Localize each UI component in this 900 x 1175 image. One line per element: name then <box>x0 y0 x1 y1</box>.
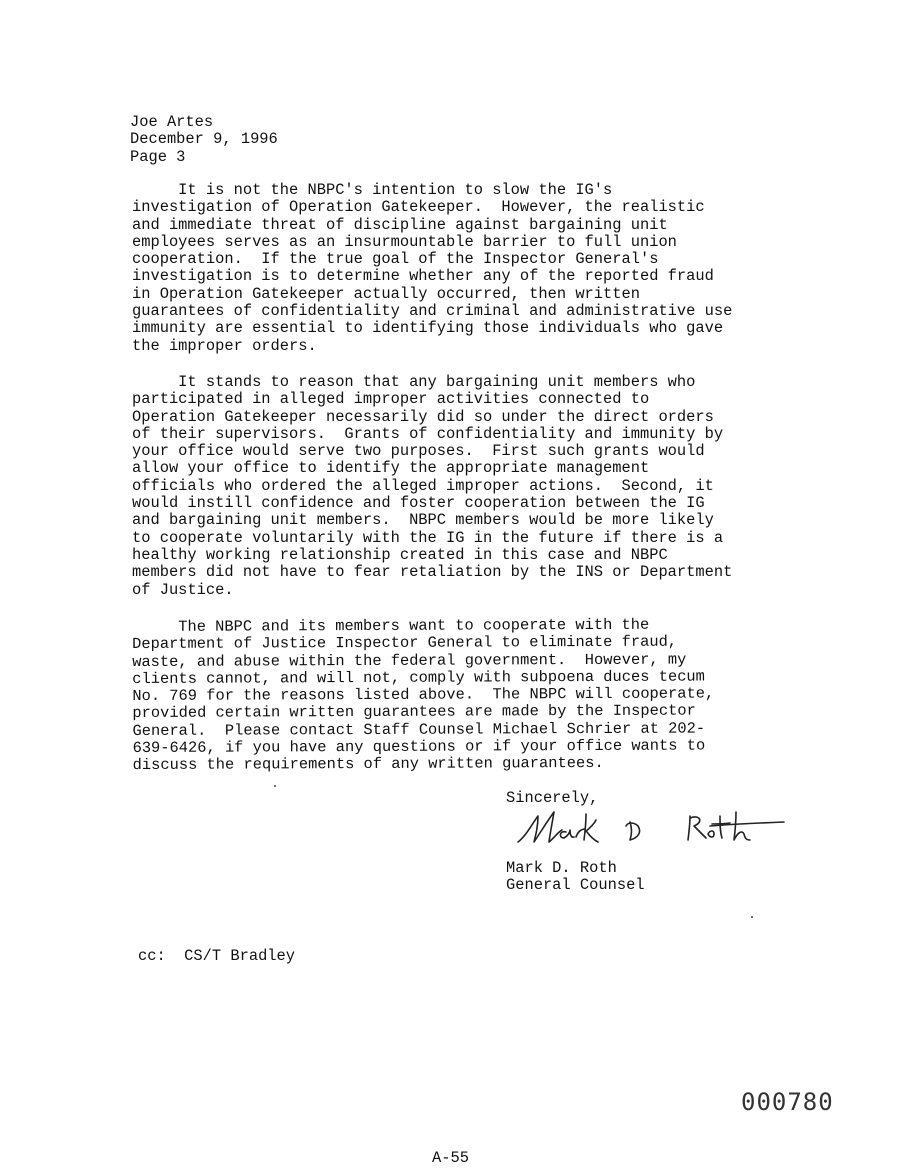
paragraph-line: of Justice. <box>132 580 234 599</box>
paragraph-line: General. Please contact Staff Counsel Michael Schrier at 202- <box>132 719 706 740</box>
closing-text: Sincerely, <box>506 789 599 807</box>
paragraph-line: would instill confidence and foster cooperation between the IG <box>132 494 705 513</box>
handwritten-signature <box>514 802 789 864</box>
paragraph-1 <box>132 182 732 355</box>
paragraph-line: It stands to reason that any bargaining unit members who <box>132 373 696 391</box>
paragraph-line: It is not the NBPC's intention to slow the IG's <box>132 181 613 199</box>
signer-name: Mark D. Roth <box>506 859 617 877</box>
paragraph-line: guarantees of confidentiality and criminal and administrative use <box>132 302 733 321</box>
paragraph-line: immunity are essential to identifying those individuals who gave <box>132 319 724 338</box>
paragraph-line: clients cannot, and will not, comply with subpoena duces tecum <box>132 667 705 688</box>
paragraph-line: Department of Justice Inspector General to eliminate fraud, <box>132 632 678 654</box>
paragraph-line: waste, and abuse within the federal government. However, my <box>132 650 687 671</box>
paragraph-line: 639-6426, if you have any questions or if your office wants to <box>132 736 706 758</box>
page-label: Page 3 <box>130 147 186 166</box>
paragraph-3 <box>132 616 715 774</box>
document-number: 000780 <box>741 1088 834 1116</box>
scan-speck <box>751 916 753 918</box>
scan-speck <box>274 785 276 787</box>
paragraph-line: participated in alleged improper activities connected to <box>132 390 650 409</box>
paragraph-line: discuss the requirements of any written guarantees. <box>132 754 604 775</box>
paragraph-line: investigation is to determine whether any of the reported fraud <box>132 267 714 286</box>
paragraph-line: allow your office to identify the appropriate management <box>132 459 650 478</box>
cc-line: cc: CS/T Bradley <box>138 947 296 965</box>
paragraph-line: No. 769 for the reasons listed above. The NBPC will cooperate, <box>132 684 715 706</box>
letter-date: December 9, 1996 <box>130 130 278 149</box>
paragraph-line: cooperation. If the true goal of the Inspector General's <box>132 250 659 269</box>
paragraph-line: employees serves as an insurmountable barrier to full union <box>132 232 677 251</box>
signer-title: General Counsel <box>506 876 645 895</box>
paragraph-line: members did not have to fear retaliation by the INS or Department <box>132 563 733 582</box>
paragraph-line: provided certain written guarantees are made by the Inspector <box>132 702 696 723</box>
paragraph-line: The NBPC and its members want to cooperate with the <box>131 615 650 636</box>
paragraph-line: the improper orders. <box>132 336 317 355</box>
paragraph-line: and bargaining unit members. NBPC members would be more likely <box>132 511 714 530</box>
paragraph-line: of their supervisors. Grants of confidentiality and immunity by <box>132 424 724 443</box>
paragraph-line: to cooperate voluntarily with the IG in the future if there is a <box>132 528 724 547</box>
paragraph-2 <box>132 374 732 599</box>
page-number: A-55 <box>432 1149 469 1167</box>
paragraph-line: your office would serve two purposes. First such grants would <box>132 442 705 461</box>
paragraph-line: and immediate threat of discipline against bargaining unit <box>132 215 668 234</box>
paragraph-line: in Operation Gatekeeper actually occurred, then written <box>132 284 640 303</box>
paragraph-line: Operation Gatekeeper necessarily did so under the direct orders <box>132 407 714 426</box>
paragraph-line: healthy working relationship created in this case and NBPC <box>132 545 668 564</box>
recipient-name: Joe Artes <box>130 113 214 131</box>
paragraph-line: officials who ordered the alleged improper actions. Second, it <box>132 476 714 495</box>
paragraph-line: investigation of Operation Gatekeeper. However, the realistic <box>132 198 705 217</box>
